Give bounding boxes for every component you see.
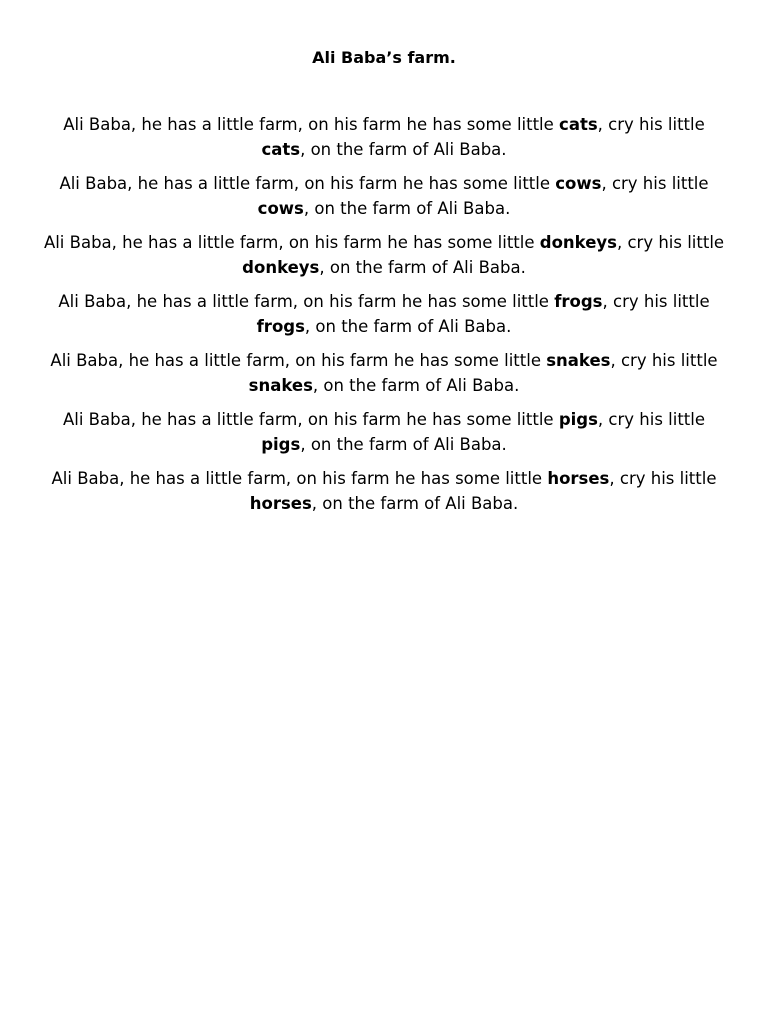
verse-text-middle: , cry his little <box>610 351 718 370</box>
verse-donkeys <box>40 230 728 280</box>
verse-frogs <box>40 289 728 339</box>
animal-name: horses <box>249 494 312 513</box>
verse-text-start: Ali Baba, he has a little farm, on his farm he has some little <box>43 233 540 252</box>
verse-text-end: , on the farm of Ali Baba. <box>319 258 526 277</box>
verse-horses <box>40 466 728 516</box>
verse-snakes <box>40 348 728 398</box>
verse-text-start: Ali Baba, he has a little farm, on his farm he has some little <box>50 351 547 370</box>
verse-text-middle: , cry his little <box>597 410 706 429</box>
verse-text-middle: , cry his little <box>601 174 709 193</box>
animal-name: pigs <box>558 410 598 429</box>
verse-cows <box>40 171 728 221</box>
verse-cats <box>40 112 728 162</box>
animal-name: cows <box>555 174 602 193</box>
animal-name: donkeys <box>242 258 320 277</box>
animal-name: snakes <box>546 351 611 370</box>
animal-name: donkeys <box>539 233 617 252</box>
verse-text-end: , on the farm of Ali Baba. <box>312 376 520 395</box>
animal-name: pigs <box>261 435 301 454</box>
animal-name: snakes <box>248 376 313 395</box>
verse-text-end: , on the farm of Ali Baba. <box>304 317 512 336</box>
verse-text-start: Ali Baba, he has a little farm, on his farm he has some little <box>63 115 560 134</box>
verse-text-end: , on the farm of Ali Baba. <box>303 199 511 218</box>
animal-name: cows <box>257 199 304 218</box>
verse-text-start: Ali Baba, he has a little farm, on his farm he has some little <box>58 292 555 311</box>
verse-pigs <box>40 407 728 457</box>
verse-text-start: Ali Baba, he has a little farm, on his farm he has some little <box>62 410 559 429</box>
animal-name: frogs <box>554 292 603 311</box>
animal-name: cats <box>261 140 301 159</box>
song-verses <box>40 112 728 525</box>
verse-text-start: Ali Baba, he has a little farm, on his farm he has some little <box>51 469 548 488</box>
animal-name: horses <box>547 469 610 488</box>
verse-text-end: , on the farm of Ali Baba. <box>311 494 519 513</box>
verse-text-middle: , cry his little <box>597 115 705 134</box>
verse-text-end: , on the farm of Ali Baba. <box>300 435 507 454</box>
verse-text-start: Ali Baba, he has a little farm, on his farm he has some little <box>59 174 556 193</box>
animal-name: frogs <box>256 317 305 336</box>
verse-text-middle: , cry his little <box>602 292 710 311</box>
verse-text-middle: , cry his little <box>609 469 717 488</box>
page-title: Ali Baba’s farm. <box>312 48 456 67</box>
animal-name: cats <box>559 115 598 134</box>
verse-text-end: , on the farm of Ali Baba. <box>300 140 507 159</box>
verse-text-middle: , cry his little <box>616 233 725 252</box>
